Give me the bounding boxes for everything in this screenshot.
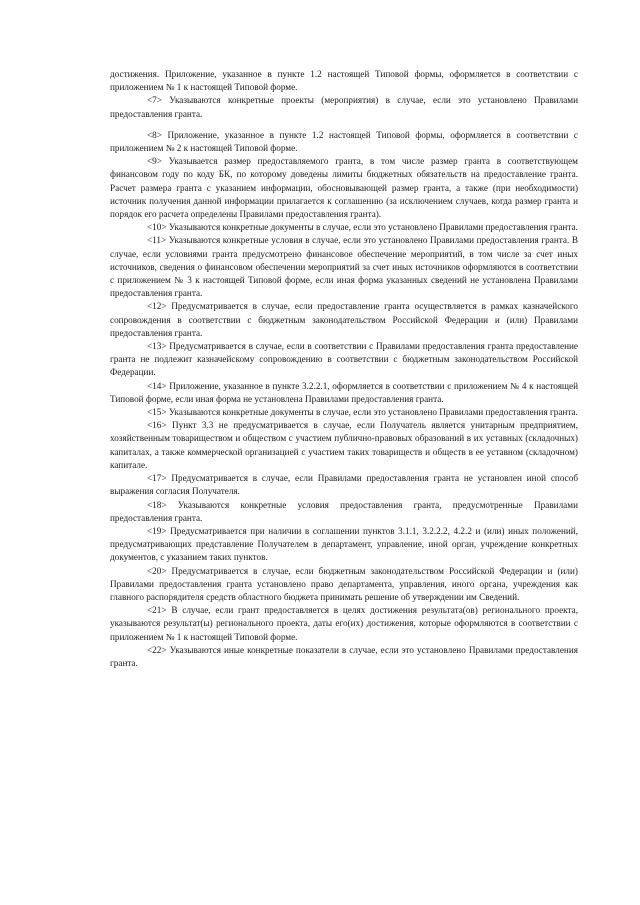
document-page	[110, 68, 578, 670]
footnote-18: <18> Указываются конкретные условия предоставления гранта, предусмотренные Правилами предоставления гранта.	[110, 499, 578, 523]
paragraph-continuation: достижения. Приложение, указанное в пункте 1.2 настоящей Типовой формы, оформляется в соответствии с приложением № 1 к настоящей Типовой форме.	[110, 69, 578, 93]
footnote-9: <9> Указывается размер предоставляемого гранта, в том числе размер гранта в соответствующем финансовом году по коду БК, по которому доведены лимиты бюджетных обязательств на предоставление гранта. Расчет размера гранта с указанием информации, обосновывающей размер гранта, а также (при необходимости) источник получения данной информации прилагается к соглашению (за исключением случаев, когда размер гранта и порядок его расчета определены Правилами предоставления гранта).	[110, 156, 578, 220]
footnote-12: <12> Предусматривается в случае, если предоставление гранта осуществляется в рамках казначейского сопровождения в соответствии с бюджетным законодательством Российской Федерации и (или) Правилами предоставления гранта.	[110, 301, 578, 338]
footnote-22: <22> Указываются иные конкретные показатели в случае, если это установлено Правилами предоставления гранта.	[110, 644, 578, 668]
footnote-17: <17> Предусматривается в случае, если Правилами предоставления гранта не установлен иной способ выражения согласия Получателя.	[110, 473, 578, 497]
footnote-11: <11> Указываются конкретные условия в случае, если это установлено Правилами предоставления гранта. В случае, если условиями гранта предусмотрено финансовое обеспечение мероприятий, в том числе за счет иных источников, сведения о финансовом обеспечении мероприятий за счет иных источников оформляются в соответствии с приложением № 3 к настоящей Типовой форме, если иная форма указанных сведений не установлена Правилами предоставления гранта.	[110, 235, 578, 299]
footnote-13: <13> Предусматривается в случае, если в соответствии с Правилами предоставления гранта предоставление гранта не подлежит казначейскому сопровождению в соответствии с бюджетным законодательством Российской Федерации.	[110, 341, 578, 378]
footnote-19: <19> Предусматривается при наличии в соглашении пунктов 3.1.1, 3.2.2.2, 4.2.2 и (или) иных положений, предусматривающих представление Получателем в департамент, управление, иной орган, учреждение конкретных документов, с указанием таких пунктов.	[110, 525, 578, 563]
footnote-14: <14> Приложение, указанное в пункте 3.2.2.1, оформляется в соответствии с приложением № 4 к настоящей Типовой форме, если иная форма не установлена Правилами предоставления гранта.	[110, 380, 578, 404]
footnote-20: <20> Предусматривается в случае, если бюджетным законодательством Российской Федерации и (или) Правилами предоставления гранта установлено право департамента, управления, иного органа, учреждения как главного распорядителя средств областного бюджета принимать решение об утверждении им Сведений.	[110, 565, 578, 602]
footnote-15: <15> Указываются конкретные документы в случае, если это установлено Правилами предоставления гранта.	[147, 407, 578, 418]
footnote-10: <10> Указываются конкретные документы в случае, если это установлено Правилами предоставления гранта.	[147, 222, 578, 233]
footnote-21: <21> В случае, если грант предоставляется в целях достижения результата(ов) регионального проекта, указываются результат(ы) регионального проекта, даты его(их) достижения, которые оформляются в соответствии с приложением № 1 к настоящей Типовой форме.	[110, 605, 578, 642]
footnote-7: <7> Указываются конкретные проекты (мероприятия) в случае, если это установлено Правилами предоставления гранта.	[110, 95, 578, 119]
footnote-8: <8> Приложение, указанное в пункте 1.2 настоящей Типовой формы, оформляется в соответствии с приложением № 2 к настоящей Типовой форме.	[110, 129, 578, 154]
footnote-16: <16> Пункт 3.3 не предусматривается в случае, если Получатель является унитарным предприятием, хозяйственным товариществом и обществом с участием публично-правовых образований в их уставных (складочных) капиталах, а также коммерческой организацией с участием таких товариществ и обществ в ее уставном (складочном) капитале.	[110, 420, 578, 470]
